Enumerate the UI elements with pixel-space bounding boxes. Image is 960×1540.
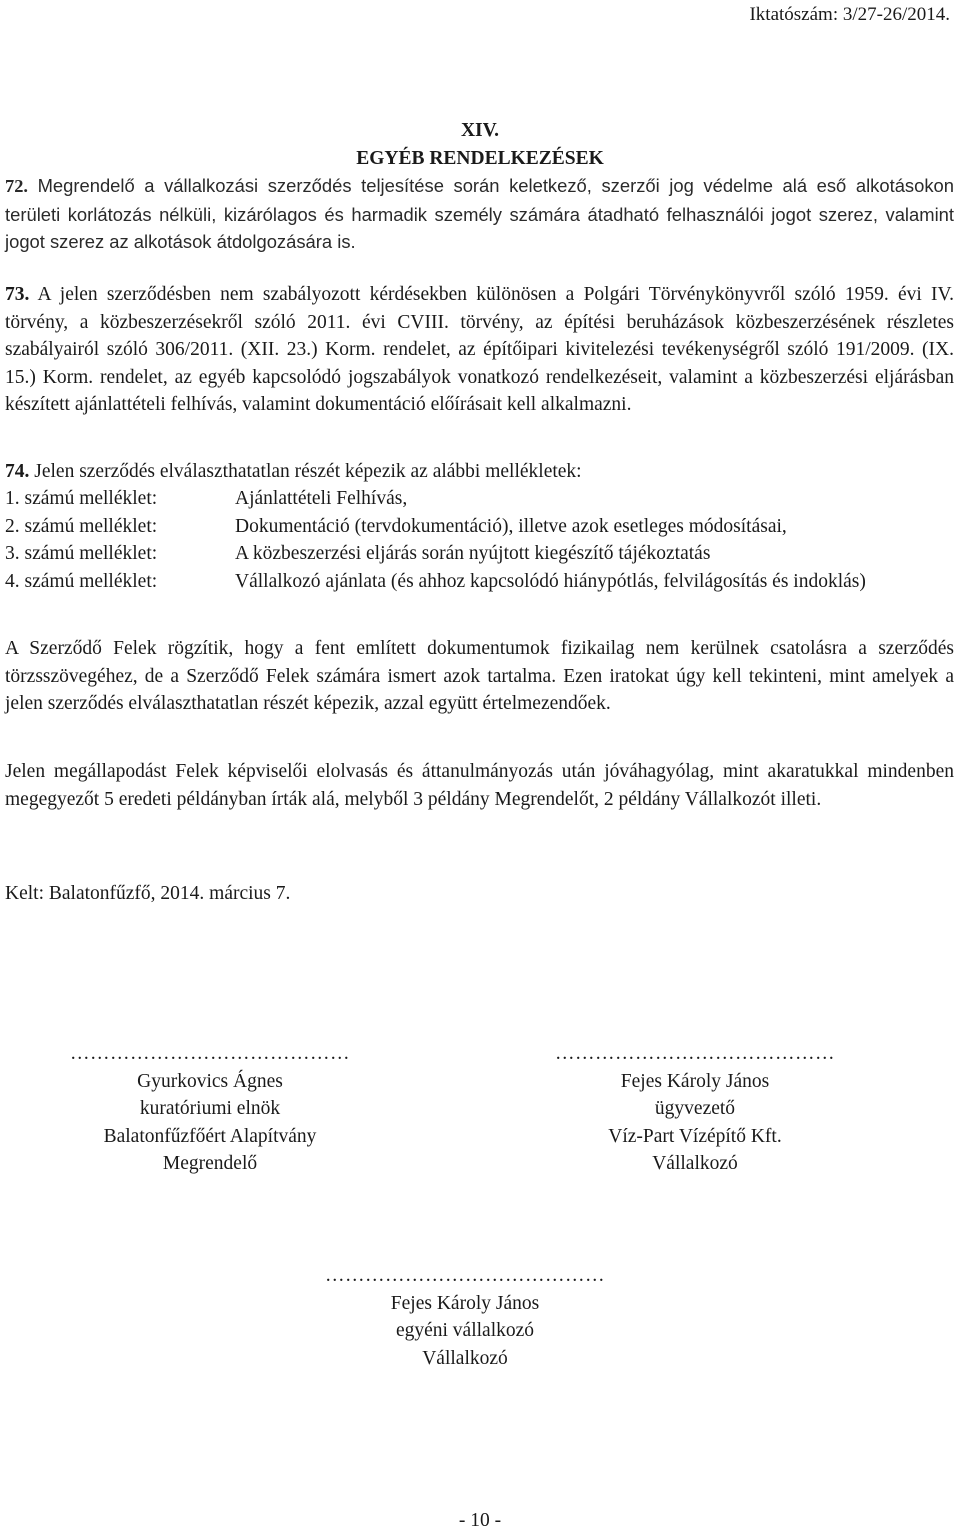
annex-label: 4. számú melléklet: (5, 571, 158, 592)
document-reference-number: Iktatószám: 3/27-26/2014. (749, 4, 950, 25)
signature-line: …………………………………… (70, 1043, 350, 1064)
signatory-role: ügyvezető (654, 1098, 736, 1119)
annex-item (5, 540, 954, 568)
section-number: XIV. (460, 120, 500, 141)
paragraph-73 (5, 281, 954, 419)
annex-item (5, 568, 954, 596)
date-and-place: Kelt: Balatonfűzfő, 2014. március 7. (5, 883, 291, 904)
signature-block-contractor (505, 1040, 885, 1178)
annex-text: A közbeszerzési eljárás során nyújtott kiegészítő tájékoztatás (235, 543, 711, 564)
paragraph-text: Jelen szerződés elválaszthatatlan részét képezik az alábbi mellékletek: (34, 461, 582, 482)
annex-item (5, 485, 954, 513)
paragraph-74 (5, 458, 954, 486)
signatory-name: Gyurkovics Ágnes (137, 1070, 283, 1092)
annex-item (5, 513, 954, 541)
page-number: - 10 - (458, 1510, 502, 1531)
signatory-role: kuratóriumi elnök (139, 1098, 281, 1119)
signature-line: …………………………………… (555, 1043, 835, 1064)
annex-note-paragraph: A Szerződő Felek rögzítik, hogy a fent említett dokumentumok fizikailag nem kerülnek csatolásra a szerződés törzsszövegéhez, de a Szerződő Felek számára ismert azok tartalma. Ezen iratokat úgy kell tekinteni, mint amelyek a jelen szerződés elválaszthatatlan részét képezik, azzal együtt értelmezendőek. (5, 638, 954, 714)
signatory-party: Vállalkozó (652, 1153, 738, 1174)
annex-text: Ajánlattételi Felhívás, (235, 488, 408, 509)
paragraph-number: 73. (5, 284, 30, 305)
annex-label: 1. számú melléklet: (5, 488, 158, 509)
signature-line: …………………………………… (325, 1265, 605, 1286)
signatory-organization: Víz-Part Vízépítő Kft. (608, 1125, 782, 1147)
paragraph-text: A jelen szerződésben nem szabályozott kérdésekben különösen a Polgári Törvénykönyvről szóló 1959. évi IV. törvény, a közbeszerzésekről szóló 2011. évi CVIII. törvény, az építési beruházások közbeszerzésének részletes szabályairól szóló 306/2011. (XII. 23.) Korm. rendelet, az építőipari kivitelezési tevékenységről szóló 191/2009. (IX. 15.) Korm. rendelet, az egyéb kapcsolódó jogszabályok vonatkozó rendelkezéseit, valamint a közbeszerzési eljárásban készített ajánlattételi felhívás, valamint dokumentáció előírásait kell alkalmazni. (5, 284, 954, 415)
signatory-name: Fejes Károly János (390, 1292, 540, 1314)
signatory-organization: Balatonfűzfőért Alapítvány (103, 1125, 317, 1147)
paragraph-number: 74. (5, 461, 30, 482)
paragraph-72 (5, 172, 954, 256)
agreement-paragraph: Jelen megállapodást Felek képviselői elolvasás és áttanulmányozás után jóváhagyólag, mint akaratukkal mindenben megegyezőt 5 eredeti példányban írták alá, melyből 3 példány Megrendelőt, 2 példány Vállalkozót illeti. (5, 761, 954, 810)
signature-block-client (20, 1040, 400, 1178)
paragraph-number: 72. (5, 176, 28, 196)
section-title: EGYÉB RENDELKEZÉSEK (356, 148, 604, 169)
signatory-party: Megrendelő (162, 1153, 258, 1174)
annex-label: 2. számú melléklet: (5, 516, 158, 537)
annex-text: Vállalkozó ajánlata (és ahhoz kapcsolódó hiánypótlás, felvilágosítás és indoklás) (235, 571, 866, 592)
signatory-party: Vállalkozó (422, 1347, 508, 1369)
signatory-role: egyéni vállalkozó (395, 1320, 535, 1341)
paragraph-text: Megrendelő a vállalkozási szerződés teljesítése során keletkező, szerzői jog védelme alá eső alkotásokon területi korlátozás nélküli, kizárólagos és harmadik személy számára átadható felhasználói jogot szerez, valamint jogot szerez az alkotások átdolgozására is. (5, 175, 954, 252)
annex-text: Dokumentáció (tervdokumentáció), illetve azok esetleges módosításai, (235, 516, 787, 537)
signatory-name: Fejes Károly János (620, 1070, 770, 1092)
signature-block-sole-trader (275, 1262, 655, 1372)
annex-label: 3. számú melléklet: (5, 543, 158, 564)
